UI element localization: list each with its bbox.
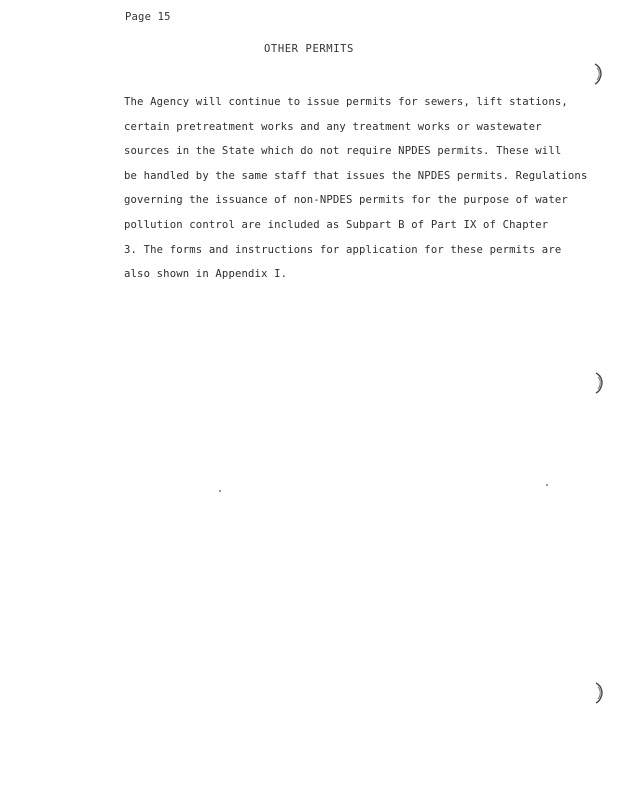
scan-speck bbox=[219, 490, 221, 492]
section-heading: OTHER PERMITS bbox=[264, 43, 354, 55]
scan-speck bbox=[546, 484, 548, 486]
page-number: Page 15 bbox=[125, 11, 171, 23]
body-line: also shown in Appendix I. bbox=[124, 268, 288, 281]
body-line: pollution control are included as Subpart B of Part IX of Chapter bbox=[124, 218, 549, 231]
body-line: governing the issuance of non-NPDES permits for the purpose of water bbox=[124, 194, 568, 207]
body-line: The Agency will continue to issue permits for sewers, lift stations, bbox=[124, 96, 568, 108]
body-paragraph bbox=[124, 90, 594, 287]
binder-hole-icon bbox=[594, 63, 603, 85]
binder-hole-icon bbox=[595, 372, 604, 394]
body-line: sources in the State which do not require NPDES permits. These will bbox=[124, 145, 562, 158]
body-line: be handled by the same staff that issues the NPDES permits. Regulations bbox=[124, 169, 588, 182]
body-line: 3. The forms and instructions for application for these permits are bbox=[124, 243, 562, 256]
body-line: certain pretreatment works and any treatment works or wastewater bbox=[124, 120, 542, 133]
binder-hole-icon bbox=[595, 682, 604, 704]
